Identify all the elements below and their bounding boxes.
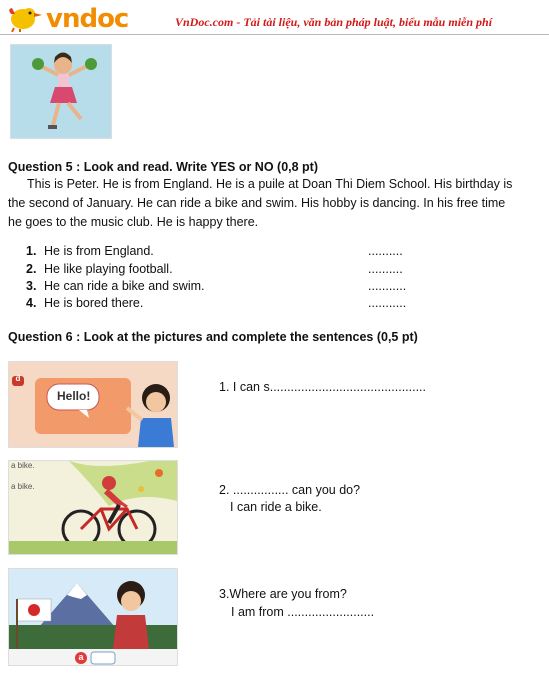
cyclist-picture: [8, 460, 178, 555]
hello-picture: [8, 361, 178, 448]
q5-answer-blank-4[interactable]: ...........: [368, 296, 407, 310]
question-6-title: Question 6 : Look at the pictures and complete the sentences (0,5 pt): [8, 330, 418, 344]
picture-badge: d: [15, 374, 21, 383]
q5-item-4: 4. He is bored there.: [26, 296, 144, 310]
picture-badge: a: [78, 652, 84, 662]
site-tagline: VnDoc.com - Tải tài liệu, văn bản pháp luật, biểu mẫu miễn phí: [175, 15, 493, 29]
hello-illustration: [9, 362, 177, 447]
q5-answer-blank-3[interactable]: ...........: [368, 279, 407, 293]
paragraph-line: he goes to the music club. He is happy there.: [8, 215, 259, 229]
bird-mascot-icon: [6, 4, 44, 32]
dancing-girl-illustration: [11, 45, 111, 138]
japan-flag-picture: [8, 568, 178, 666]
dancing-girl-picture: [10, 44, 112, 139]
q5-answer-blank-1[interactable]: ..........: [368, 244, 403, 258]
sentence-1: 1. I can s.............................................: [219, 380, 427, 394]
brand-name: vndoc: [46, 4, 129, 34]
caption-top: a bike.: [11, 461, 35, 470]
q5-item-2: 2. He like playing football.: [26, 262, 173, 276]
header-divider: [0, 34, 549, 35]
sentence-2-question: 2. ................ can you do?: [219, 483, 361, 497]
paragraph-line: This is Peter. He is from England. He is a puile at Doan Thi Diem School. His birthday is: [27, 177, 513, 191]
vndoc-logo: [6, 4, 156, 34]
japan-illustration: [9, 569, 177, 665]
q5-answer-blank-2[interactable]: ..........: [368, 262, 403, 276]
sentence-2-answer: I can ride a bike.: [230, 500, 322, 514]
paragraph-line: the second of January. He can ride a bike and swim. His hobby is dancing. In his free time: [8, 196, 506, 210]
q5-item-3: 3. He can ride a bike and swim.: [26, 279, 205, 293]
sentence-3-question: 3.Where are you from?: [219, 587, 347, 601]
question-5-title: Question 5 : Look and read. Write YES or NO (0,8 pt): [8, 160, 319, 174]
speech-bubble-text: Hello!: [57, 389, 91, 403]
caption: a bike.: [11, 482, 35, 491]
cyclist-illustration: [9, 461, 177, 554]
sentence-3-answer: I am from .........................: [231, 605, 375, 619]
question-5-paragraph: [8, 175, 544, 232]
q5-item-1: 1. He is from England.: [26, 244, 154, 258]
